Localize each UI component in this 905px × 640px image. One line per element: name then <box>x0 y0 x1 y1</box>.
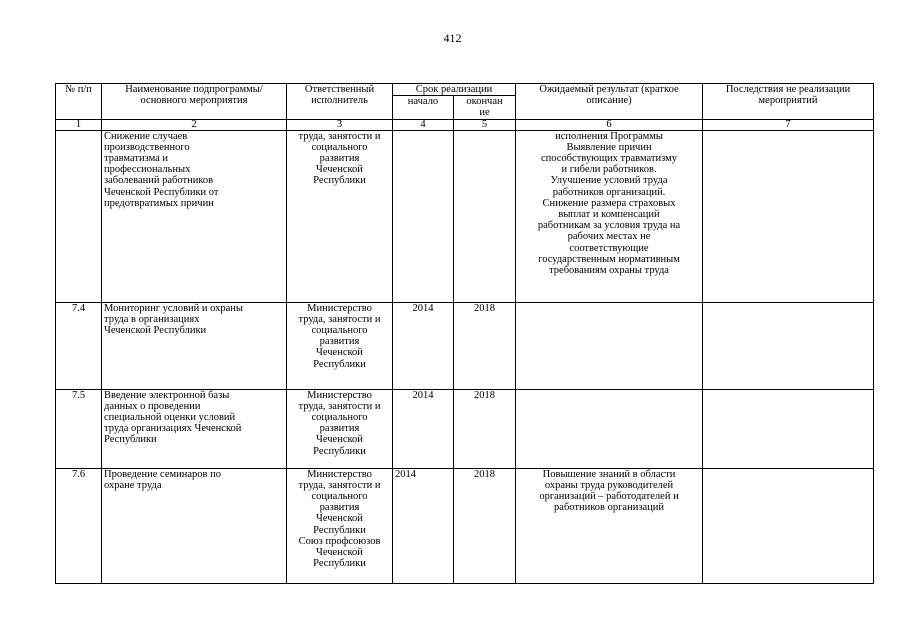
row-start: 2014 <box>393 302 454 389</box>
row-executor <box>287 389 393 468</box>
row-end: 2018 <box>454 389 516 468</box>
cell-line: Чеченской Республики <box>104 325 207 337</box>
cell-line: развития <box>319 423 360 435</box>
row-result <box>516 130 703 302</box>
cell-line: труда организациях Чеченской <box>104 423 242 435</box>
row-result <box>516 389 703 468</box>
cell-line: Министерство <box>307 468 372 480</box>
cell-line: производственного <box>104 141 190 153</box>
row-start <box>393 130 454 302</box>
measures-table <box>55 83 874 584</box>
row-result <box>516 468 703 583</box>
row-consequences <box>703 302 874 389</box>
header-consequences: Последствия не реализации мероприятий <box>703 84 874 120</box>
cell-line: охраны труда руководителей <box>544 479 674 491</box>
cell-line: Чеченской <box>316 513 363 525</box>
column-number: 5 <box>454 119 516 130</box>
cell-line: выплат и компенсаций <box>558 209 660 221</box>
cell-line: Чеченской <box>316 347 363 359</box>
cell-line: Республики <box>313 558 366 570</box>
row-start: 2014 <box>393 468 454 583</box>
cell-line: рабочих местах не <box>567 231 651 243</box>
cell-line: Союз профсоюзов <box>298 535 381 547</box>
header-end-line: ие <box>479 107 490 119</box>
cell-line: государственным нормативным <box>538 253 680 265</box>
cell-line: организаций – работодателей и <box>539 491 679 503</box>
cell-line: работников организаций <box>554 502 664 514</box>
cell-line: Проведение семинаров по <box>104 468 221 480</box>
row-executor <box>287 302 393 389</box>
row-executor <box>287 130 393 302</box>
cell-line: Республики <box>104 434 157 446</box>
cell-line: и гибели работников. <box>561 164 657 176</box>
cell-line: Мониторинг условий и охраны <box>104 302 243 314</box>
cell-line: работникам за условия труда на <box>537 220 681 232</box>
cell-line: Республики <box>313 175 366 187</box>
row-start: 2014 <box>393 389 454 468</box>
column-number: 7 <box>703 119 874 130</box>
page-number: 412 <box>443 31 462 45</box>
cell-line: развития <box>319 336 360 348</box>
row-consequences <box>703 468 874 583</box>
cell-line: социального <box>311 141 368 153</box>
cell-line: социального <box>311 325 368 337</box>
cell-line: Республики <box>313 524 366 536</box>
cell-line: труда, занятости и <box>298 130 381 142</box>
cell-line: специальной оценки условий <box>104 412 236 424</box>
header-period: Срок реализации <box>393 84 516 96</box>
column-number: 4 <box>393 119 454 130</box>
cell-line: социального <box>311 491 368 503</box>
cell-line: заболеваний работников <box>104 175 214 187</box>
row-consequences <box>703 389 874 468</box>
header-result: Ожидаемый результат (краткое описание) <box>516 84 703 120</box>
row-end: 2018 <box>454 302 516 389</box>
cell-line: Чеченской <box>316 164 363 176</box>
cell-line: Чеченской <box>316 547 363 559</box>
row-executor <box>287 468 393 583</box>
header-end <box>454 96 516 119</box>
column-number: 3 <box>287 119 393 130</box>
cell-line: требованиям охраны труда <box>549 265 669 277</box>
cell-line: труда, занятости и <box>298 400 381 412</box>
cell-line: работников организаций. <box>552 186 666 198</box>
cell-line: развития <box>319 502 360 514</box>
table-row <box>56 468 874 583</box>
header-executor: Ответственный исполнитель <box>287 84 393 120</box>
cell-line: исполнения Программы <box>555 130 663 142</box>
table-row <box>56 302 874 389</box>
header-end-line: окончан <box>466 96 503 108</box>
cell-line: труда, занятости и <box>298 313 381 325</box>
cell-line: предотвратимых причин <box>104 197 214 209</box>
cell-line: способствующих травматизму <box>540 153 678 165</box>
cell-line: Выявление причин <box>566 141 652 153</box>
row-end <box>454 130 516 302</box>
cell-line: Снижение случаев <box>104 130 188 142</box>
header-name: Наименование подпрограммы/ основного мероприятия <box>102 84 287 120</box>
cell-line: Республики <box>313 358 366 370</box>
row-num: 7.5 <box>56 389 102 468</box>
row-end: 2018 <box>454 468 516 583</box>
row-result <box>516 302 703 389</box>
cell-line: охране труда <box>104 479 162 491</box>
cell-line: Чеченской <box>316 434 363 446</box>
cell-line: Чеченской Республики от <box>104 186 219 198</box>
column-number: 2 <box>102 119 287 130</box>
row-num: 7.4 <box>56 302 102 389</box>
cell-line: Снижение размера страховых <box>542 197 676 209</box>
cell-line: Улучшение условий труда <box>550 175 668 187</box>
cell-line: развития <box>319 153 360 165</box>
header-num: № п/п <box>56 84 102 120</box>
column-number: 6 <box>516 119 703 130</box>
cell-line: Министерство <box>307 302 372 314</box>
cell-line: Министерство <box>307 389 372 401</box>
cell-line: Повышение знаний в области <box>542 468 676 480</box>
cell-line: Республики <box>313 445 366 457</box>
table-row <box>56 130 874 302</box>
row-name <box>102 130 287 302</box>
row-name <box>102 302 287 389</box>
cell-line: социального <box>311 412 368 424</box>
header-row <box>56 84 874 96</box>
row-consequences <box>703 130 874 302</box>
row-name <box>102 389 287 468</box>
column-number: 1 <box>56 119 102 130</box>
table-row <box>56 389 874 468</box>
cell-line: травматизма и <box>104 153 169 165</box>
row-name <box>102 468 287 583</box>
cell-line: труда, занятости и <box>298 479 381 491</box>
cell-line: труда в организациях <box>104 313 200 325</box>
cell-line: соответствующие <box>569 242 649 254</box>
column-number-row <box>56 119 874 130</box>
row-num <box>56 130 102 302</box>
cell-line: профессиональных <box>104 164 191 176</box>
cell-line: данных о проведении <box>104 400 201 412</box>
cell-line: Введение электронной базы <box>104 389 230 401</box>
header-start: начало <box>393 96 454 119</box>
row-num: 7.6 <box>56 468 102 583</box>
